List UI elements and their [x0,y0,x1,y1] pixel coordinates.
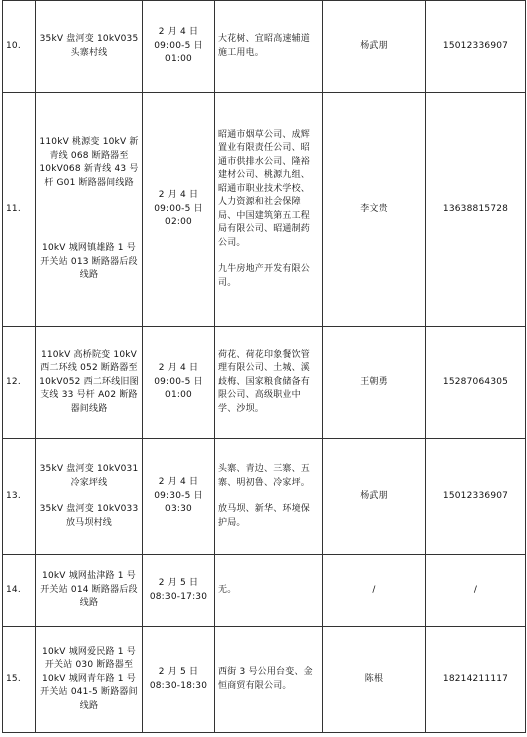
table-row [3,555,526,627]
line-section-text: 10kV 城网爱民路 1 号开关站 030 断路器至 10kV 城网青年路 1 号开关站 041-5 断路器间线路 [40,646,138,711]
affected-users [215,327,323,439]
affected-users [215,555,323,627]
affected-users [215,439,323,555]
row-number: 10. [3,1,36,93]
affected-users-text: 大花树、宜昭高速辅道施工用电。 [218,34,311,58]
outage-time: 2 月 4 日 09:00-5 日 01:00 [143,1,215,93]
contact-phone: 13638815728 [426,93,526,327]
row-number: 14. [3,555,36,627]
affected-users-text: 头寨、青边、三寨、五寨、明初鲁、冷家坪。 [218,464,311,488]
affected-users-text: 昭通市烟草公司、成辉置业有限责任公司、昭通市供排水公司、隆裕建材公司、桃源九组、昭通市职业技术学校、人力资源和社会保障局、中国建筑第五工程局有限公司、昭通制药公司。 [218,129,311,248]
contact-person: 杨武朋 [323,1,426,93]
outage-time: 2 月 4 日 09:00-5 日 02:00 [143,93,215,327]
contact-phone: 15012336907 [426,439,526,555]
line-section-text: 110kV 高桥院变 10kV 西二环线 052 断路器至 10kV052 西二环线旧图支线 33 号杆 A02 断路器间线路 [39,349,139,414]
affected-users [215,93,323,327]
line-section-text: 10kV 城网镇雄路 1 号开关站 013 断路器后段线路 [40,243,138,281]
table-row [3,93,526,327]
outage-time: 2 月 4 日 09:00-5 日 01:00 [143,327,215,439]
contact-person: 杨武朋 [323,439,426,555]
affected-users-text: 荷花、荷花印象餐饮管理有限公司、土城、溪歧梅、国家粮食储备有限公司、高级职业中学、沙坝。 [218,349,311,414]
outage-time: 2 月 4 日 09:30-5 日 03:30 [143,439,215,555]
outage-time: 2 月 5 日 08:30-18:30 [143,627,215,733]
line-section [36,555,143,627]
line-section [36,627,143,733]
contact-person: / [323,555,426,627]
contact-person: 李文贵 [323,93,426,327]
affected-users-text: 放马坝、新华、环境保护局。 [218,504,311,528]
contact-person: 陈根 [323,627,426,733]
table-row [3,627,526,733]
contact-phone: 15287064305 [426,327,526,439]
contact-phone: / [426,555,526,627]
table-row [3,439,526,555]
contact-phone: 18214211117 [426,627,526,733]
line-section [36,93,143,327]
line-section [36,327,143,439]
contact-phone: 15012336907 [426,1,526,93]
row-number: 13. [3,439,36,555]
affected-users [215,627,323,733]
row-number: 11. [3,93,36,327]
table-row [3,327,526,439]
row-number: 15. [3,627,36,733]
affected-users-text: 无。 [218,584,237,595]
table-row [3,1,526,93]
affected-users [215,1,323,93]
row-number: 12. [3,327,36,439]
line-section-text: 10kV 城网盐津路 1 号开关站 014 断路器后段线路 [40,571,138,609]
line-section-text: 110kV 桃源变 10kV 新青线 068 断路器至 10kV068 新青线 43 号杆 G01 断路器间线路 [39,137,139,188]
line-section-text: 35kV 盘河变 10kV031 冷家坪线 [39,464,139,488]
line-section [36,439,143,555]
line-section-text: 35kV 盘河变 10kV033 放马坝村线 [39,504,139,528]
outage-schedule-table [2,0,526,733]
outage-time: 2 月 5 日 08:30-17:30 [143,555,215,627]
line-section-text: 35kV 盘河变 10kV035 头寨村线 [39,34,139,58]
line-section [36,1,143,93]
contact-person: 王朝勇 [323,327,426,439]
affected-users-text: 九牛房地产开发有限公司。 [218,264,311,288]
affected-users-text: 西街 3 号公用台变、金恒商贸有限公司。 [218,667,313,691]
